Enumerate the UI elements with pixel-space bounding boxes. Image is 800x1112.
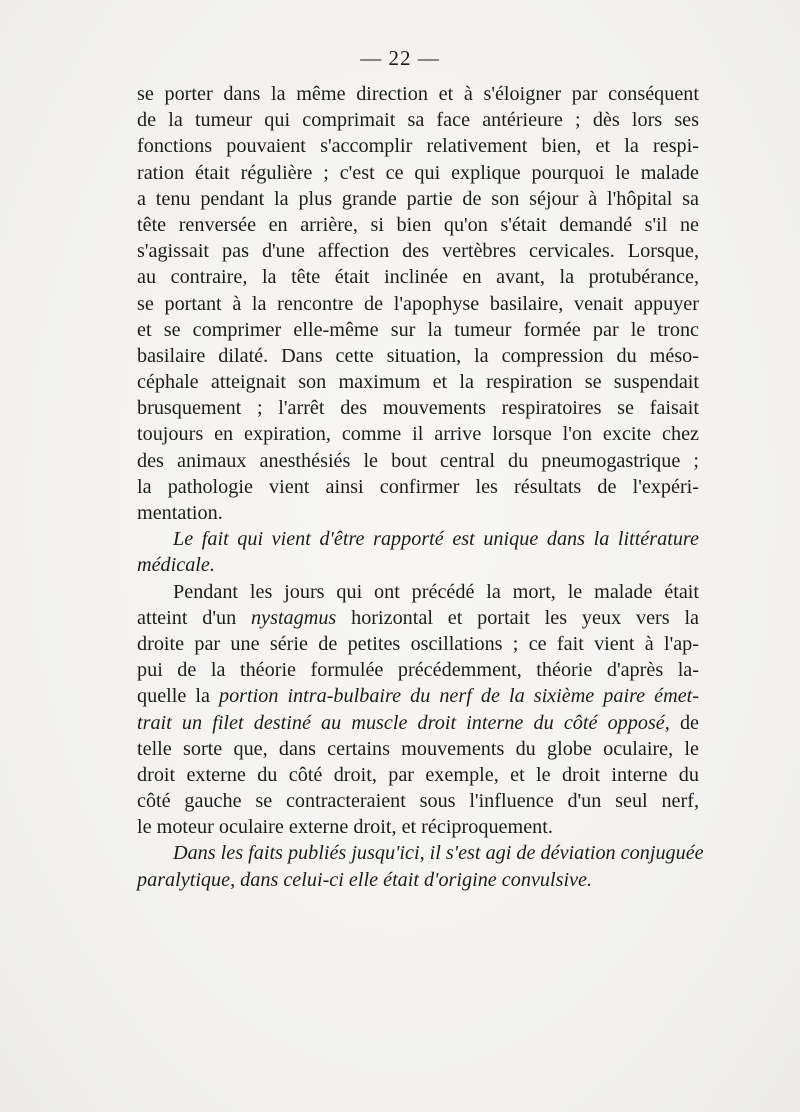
text-line: se porter dans la même direction et à s'éloigner par conséquent — [137, 83, 699, 105]
text-run-italic: portion intra-bulbaire du nerf de la sixième paire émet- — [218, 685, 699, 708]
text-line: basilaire dilaté. Dans cette situation, la compression du méso- — [137, 344, 699, 367]
text-line: toujours en expiration, comme il arrive lorsque l'on excite chez — [137, 423, 699, 446]
text-run-italic: trait un filet destiné au muscle droit interne du côté opposé, — [137, 711, 670, 734]
text-line: fonctions pouvaient s'accomplir relativement bien, et la respi- — [137, 135, 699, 158]
text-line: la pathologie vient ainsi confirmer les résultats de l'expéri- — [137, 475, 699, 498]
text-line: s'agissait pas d'une affection des vertèbres cervicales. Lorsque, — [137, 240, 699, 263]
text-run: quelle la — [137, 685, 210, 708]
text-line-italic: Dans les faits publiés jusqu'ici, il s'est agi de déviation conjuguée — [173, 842, 704, 865]
body-text — [137, 81, 704, 893]
text-run-italic: nystagmus — [251, 606, 337, 629]
text-line: le moteur oculaire externe droit, et réciproquement. — [137, 816, 553, 839]
text-line: de la tumeur qui comprimait sa face antérieure ; dès lors ses — [137, 109, 699, 132]
text-line: tête renversée en arrière, si bien qu'on s'était demandé s'il ne — [137, 213, 699, 236]
text-run: de — [679, 711, 700, 734]
text-run: atteint d'un — [137, 606, 237, 629]
text-line-mixed — [137, 683, 699, 709]
text-line-italic: médicale. — [137, 554, 215, 577]
text-line-mixed — [137, 605, 699, 631]
text-line: droit externe du côté droit, par exemple, et le droit interne du — [137, 763, 699, 786]
text-line-italic: Le fait qui vient d'être rapporté est unique dans la littérature — [173, 528, 699, 551]
text-line: ration était régulière ; c'est ce qui explique pourquoi le malade — [137, 161, 699, 184]
text-line: céphale atteignait son maximum et la respiration se suspendait — [137, 371, 699, 394]
text-run: horizontal et portait les yeux vers la — [351, 606, 700, 629]
text-line: droite par une série de petites oscillations ; ce fait vient à l'ap- — [137, 632, 699, 655]
text-line-mixed — [137, 710, 699, 736]
page-number: — 22 — — [360, 46, 440, 70]
text-line: mentation. — [137, 502, 223, 524]
text-line: Pendant les jours qui ont précédé la mort, le malade était — [173, 580, 699, 603]
text-line: brusquement ; l'arrêt des mouvements respiratoires se faisait — [137, 397, 699, 420]
text-line: se portant à la rencontre de l'apophyse basilaire, venait appuyer — [137, 292, 699, 315]
text-line: a tenu pendant la plus grande partie de son séjour à l'hôpital sa — [137, 187, 699, 210]
text-line: côté gauche se contracteraient sous l'influence d'un seul nerf, — [137, 790, 699, 813]
text-line: pui de la théorie formulée précédemment, théorie d'après la- — [137, 659, 699, 682]
text-line: telle sorte que, dans certains mouvements du globe oculaire, le — [137, 737, 699, 760]
text-line-italic: paralytique, dans celui-ci elle était d'origine convulsive. — [137, 868, 593, 891]
text-line: des animaux anesthésiés le bout central du pneumogastrique ; — [137, 449, 699, 472]
text-line: et se comprimer elle-même sur la tumeur formée par le tronc — [137, 318, 699, 341]
text-line: au contraire, la tête était inclinée en avant, la protubérance, — [137, 266, 699, 289]
